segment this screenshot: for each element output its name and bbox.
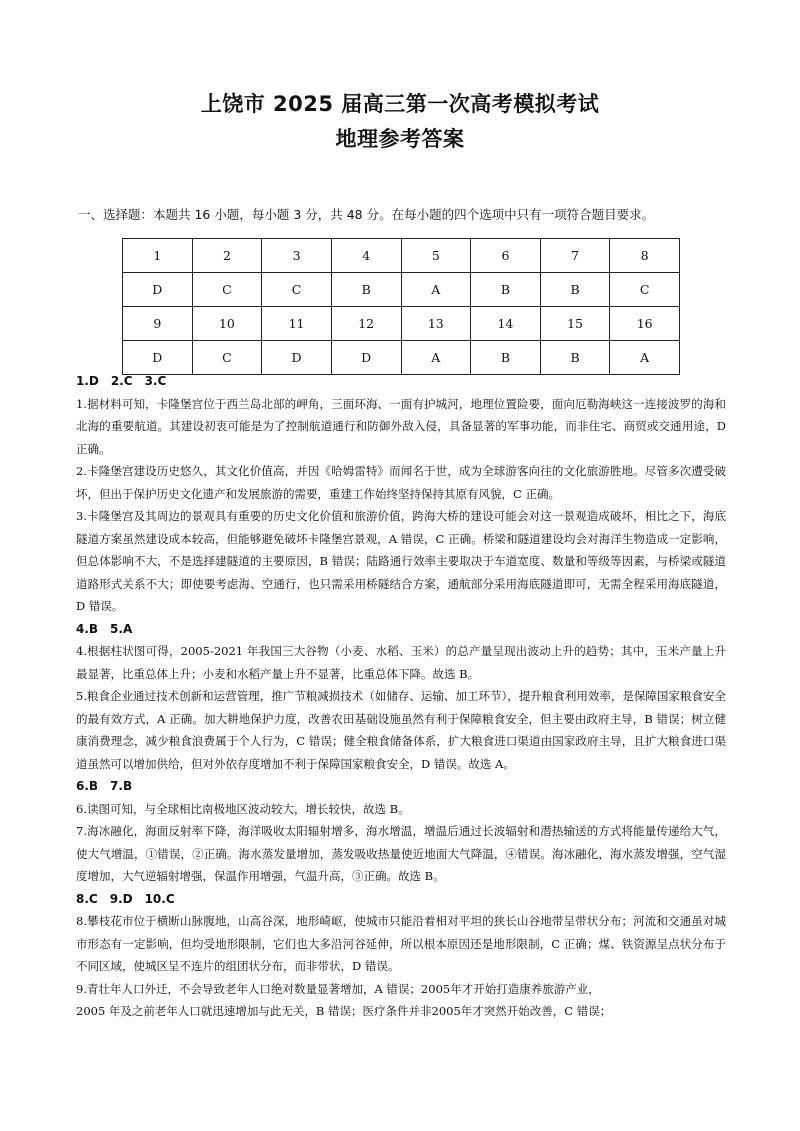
table-cell: 15 [540,307,610,341]
section-heading: 一、选择题：本题共 16 小题，每小题 3 分，共 48 分。在每小题的四个选项中只有一项符合题目要求。 [78,207,655,222]
table-cell: A [610,341,680,375]
table-cell: C [192,273,262,307]
explanation-q5: 5.粮食企业通过技术创新和运营管理，推广节粮减损技术（如储存、运输、加工环节），提升粮食利用效率，是保障国家粮食安全的最有效方式，A 正确。加大耕地保护力度，改善农田基础设施虽然有利于保障粮食安全，但主要由政府主导，B 错误；树立健康消费理念，减少粮食浪费属于个人行为，C 错误；健全粮食储备体系，扩大粮食进口渠道由国家政府主导，且扩大粮食进口渠道虽然可以增加供给，但对外依存度增加不利于保障国家粮食安全，D 错误。故选 A。 [76,689,726,771]
table-cell: 11 [262,307,332,341]
table-cell: C [262,273,332,307]
explanation-q4: 4.根据柱状图可得，2005-2021 年我国三大谷物（小麦、水稻、玉米）的总产量呈现出波动上升的趋势；其中，玉米产量上升最显著，比重总体上升；小麦和水稻产量上升不显著，比重总体下降。故选 B。 [76,644,726,681]
table-cell: 12 [331,307,401,341]
table-cell: B [471,273,541,307]
table-cell: 10 [192,307,262,341]
table-cell: 4 [331,239,401,273]
table-row [123,273,680,307]
table-cell: C [192,341,262,375]
answer-group-3: 6.B 7.B [76,779,133,793]
explanations [76,370,726,1023]
table-cell: A [401,341,471,375]
table-cell: 9 [123,307,193,341]
explanation-q3: 3.卡隆堡宫及其周边的景观具有重要的历史文化价值和旅游价值，跨海大桥的建设可能会对这一景观造成破坏，相比之下，海底隧道方案虽然建设成本较高，但能够避免破坏卡隆堡宫景观，A 错误，C 正确。桥梁和隧道建设均会对海洋生物造成一定影响，但总体影响不大，不是选择建隧道的主要原因，B 错误；陆路通行效率主要取决于车道宽度、数量和等级等因素，与桥梁或隧道道路形式关系不大；即使要考虑海、空通行，也只需采用桥隧结合方案，通航部分采用海底隧道即可，无需全程采用海底隧道，D 错误。 [76,509,726,613]
table-cell: 2 [192,239,262,273]
answer-group-4: 8.C 9.D 10.C [76,891,175,906]
table-cell: 8 [610,239,680,273]
explanation-q6: 6.读图可知，与全球相比南极地区波动较大，增长较快，故选 B。 [76,801,410,816]
explanation-q9-line1: 9.青壮年人口外迁，不会导致老年人口绝对数量显著增加，A 错误；2005年才开始打造康养旅游产业， [76,981,600,996]
table-cell: C [610,273,680,307]
page-title: 上饶市 2025 届高三第一次高考模拟考试 [200,92,600,116]
table-cell: 14 [471,307,541,341]
answer-table [122,238,680,375]
answer-group-1: 1.D 2.C 3.C [76,374,167,388]
explanation-q7: 7.海冰融化，海面反射率下降，海洋吸收太阳辐射增多，海水增温，增温后通过长波辐射和潜热输送的方式将能量传递给大气，使大气增温，①错误，②正确。海水蒸发量增加，蒸发吸收热量使近地面大气降温，④错误。海冰融化，海水蒸发增强，空气湿度增加，大气逆辐射增强，保温作用增强，气温升高，③正确。故选 B。 [76,824,726,883]
table-cell: 1 [123,239,193,273]
table-cell: 16 [610,307,680,341]
explanation-q1: 1.据材料可知，卡隆堡宫位于西兰岛北部的岬角，三面环海、一面有护城河，地理位置险要，面向厄勒海峡这一连接波罗的海和北海的重要航道。其建设初衷可能是为了控制航道通行和防御外敌入侵，具备显著的军事功能，而非住宅、商贸或交通用途，D 正确。 [76,396,726,456]
answer-group-2: 4.B 5.A [76,621,133,636]
table-cell: 13 [401,307,471,341]
table-cell: 3 [262,239,332,273]
table-cell: 7 [540,239,610,273]
table-cell: B [540,273,610,307]
table-row [123,239,680,273]
table-cell: B [331,273,401,307]
table-cell: 5 [401,239,471,273]
table-row [123,307,680,341]
table-cell: 6 [471,239,541,273]
table-cell: B [471,341,541,375]
page-subtitle: 地理参考答案 [335,127,465,151]
table-cell: D [331,341,401,375]
table-cell: B [540,341,610,375]
explanation-q8: 8.攀枝花市位于横断山脉腹地，山高谷深，地形崎岖，使城市只能沿着相对平坦的狭长山谷地带呈带状分布；河流和交通虽对城市形态有一定影响，但均受地形限制，它们也大多沿河谷延伸，所以根本原因还是地形限制，C 正确；煤、铁资源呈点状分布于不同区域，使城区呈不连片的组团状分布，而非带状，D 错误。 [76,914,726,973]
table-cell: D [123,341,193,375]
table-cell: D [123,273,193,307]
table-cell: D [262,341,332,375]
table-cell: A [401,273,471,307]
explanation-q2: 2.卡隆堡宫建设历史悠久，其文化价值高，并因《哈姆雷特》而闻名于世，成为全球游客向往的文化旅游胜地。尽管多次遭受破坏，但出于保护历史文化遗产和发展旅游的需要，重建工作始终坚持保持其原有风貌，C 正确。 [76,464,726,501]
explanation-q9-line2: 2005 年及之前老年人口就迅速增加与此无关，B 错误；医疗条件并非2005年才突然开始改善，C 错误； [76,1004,612,1018]
